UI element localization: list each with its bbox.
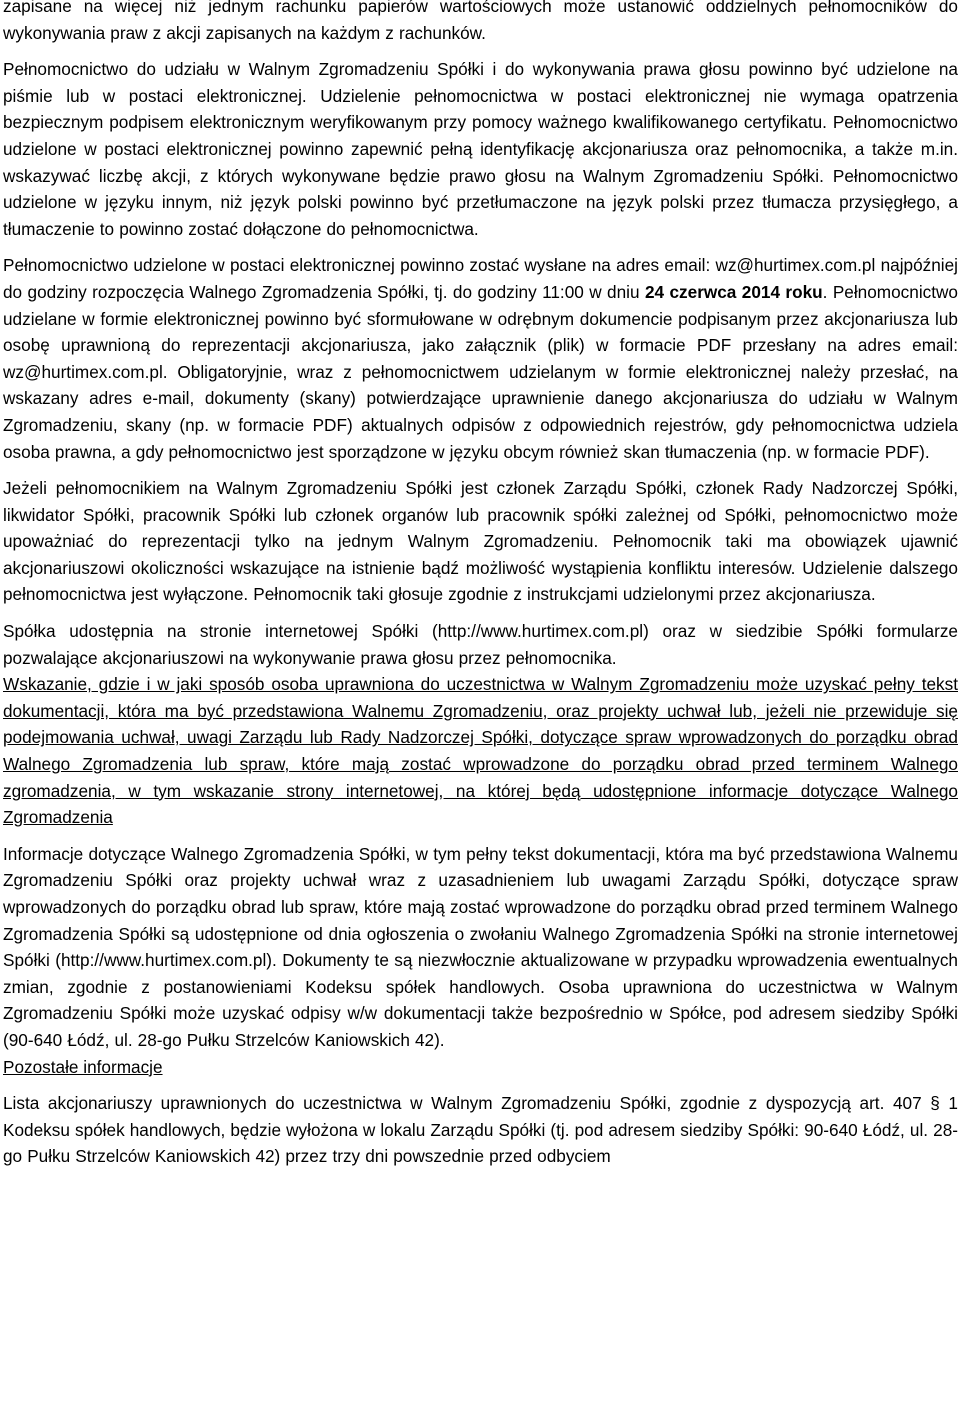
paragraph-electronic-proxy-text-2: . Pełnomocnictwo udzielane w formie elektronicznej powinno być sformułowane w odrębnym dokumencie podpisanym przez akcjonariusza lub osobę uprawnioną do reprezentacji akcjonariusza, jako załącznik (plik) w formacie PDF przesłany na adres email: wz@hurtimex.com.pl. Obligatoryjnie, wraz z pełnomocnictwem udzielanym w formie elektronicznej należy przesłać, na wskazany adres e-mail, dokumenty (skany) potwierdzające uprawnienie danego akcjonariusza do udziału w Walnym Zgromadzeniu, skany (np. w formacie PDF) aktualnych odpisów z odpowiednich rejestrów, gdy pełnomocnictwa udziela osoba prawna, a gdy pełnomocnictwo jest sporządzone w języku obcym również skan tłumaczenia (np. w formacie PDF).: [3, 281, 958, 462]
paragraph-proxy-per-account: zapisane na więcej niż jednym rachunku papierów wartościowych może ustanowić oddzielnych pełnomocników do wykonywania praw z akcji zapisanych na każdym z rachunków.: [3, 0, 958, 43]
meeting-date: 24 czerwca 2014 roku: [644, 281, 823, 302]
paragraph-electronic-proxy: [3, 252, 958, 465]
document-page: [3, 0, 958, 1170]
paragraph-board-member-proxy: Jeżeli pełnomocnikiem na Walnym Zgromadzeniu Spółki jest członek Zarządu Spółki, członek Rady Nadzorczej Spółki, likwidator Spółki, pracownik Spółki lub członek organów lub pracownik spółki zależnej od Spółki, pełnomocnictwo może upoważniać do reprezentacji tylko na jednym Walnym Zgromadzeniu. Pełnomocnik taki ma obowiązek ujawnić akcjonariuszowi okoliczności wskazujące na istnienie bądź możliwość wystąpienia konfliktu interesów. Udzielenie dalszego pełnomocnictwa jest wyłączone. Pełnomocnik taki głosuje zgodnie z instrukcjami udzielonymi przez akcjonariusza.: [3, 478, 958, 605]
paragraph-proxy-forms: Spółka udostępnia na stronie internetowej Spółki (http://www.hurtimex.com.pl) oraz w siedzibie Spółki formularze pozwalające akcjonariuszowi na wykonywanie prawa głosu przez pełnomocnika.: [3, 621, 958, 668]
paragraph-electronic-proxy-text-1: Pełnomocnictwo udzielone w postaci elektronicznej powinno zostać wysłane na adres email: wz@hurtimex.com.pl najpóźniej do godziny rozpoczęcia Walnego Zgromadzenia Spółki, tj. do godziny 11:00 w dniu: [3, 255, 958, 302]
paragraph-shareholder-list: Lista akcjonariuszy uprawnionych do uczestnictwa w Walnym Zgromadzeniu Spółki, zgodnie z dyspozycją art. 407 § 1 Kodeksu spółek handlowych, będzie wyłożona w lokalu Zarządu Spółki (tj. pod adresem siedziby Spółki: 90-640 Łódź, ul. 28-go Pułku Strzelców Kaniowskich 42) przez trzy dni powszednie przed odbyciem: [3, 1093, 958, 1167]
paragraph-proxy-form: Pełnomocnictwo do udziału w Walnym Zgromadzeniu Spółki i do wykonywania prawa głosu powinno być udzielone na piśmie lub w postaci elektronicznej. Udzielenie pełnomocnictwa w postaci elektronicznej nie wymaga opatrzenia bezpiecznym podpisem elektronicznym weryfikowanym przy pomocy ważnego kwalifikowanego certyfikatu. Pełnomocnictwo udzielone w postaci elektronicznej powinno zapewnić pełną identyfikację akcjonariusza oraz pełnomocnika, a także m.in. wskazywać liczbę akcji, z których wykonywane będzie prawo głosu na Walnym Zgromadzeniu Spółki. Pełnomocnictwo udzielone w języku innym, niż język polski powinno być przetłumaczone na język polski przez tłumacza przysięgłego, a tłumaczenie to powinno zostać dołączone do pełnomocnictwa.: [3, 59, 958, 239]
section-heading-other-info: Pozostałe informacje: [3, 1056, 163, 1077]
paragraph-documentation-info: Informacje dotyczące Walnego Zgromadzenia Spółki, w tym pełny tekst dokumentacji, która ma być przedstawiona Walnemu Zgromadzeniu Spółki oraz projekty uchwał wraz z uzasadnieniem lub uwagami Zarządu Spółki, dotyczące spraw wprowadzonych do porządku obrad lub spraw, które mają zostać wprowadzone do porządku obrad przed terminem Walnego Zgromadzenia Spółki są udostępnione od dnia ogłoszenia o zwołaniu Walnego Zgromadzenia Spółki na stronie internetowej Spółki (http://www.hurtimex.com.pl). Dokumenty te są niezwłocznie aktualizowane w przypadku wprowadzenia ewentualnych zmian, zgodnie z postanowieniami Kodeksu spółek handlowych. Osoba uprawniona do uczestnictwa w Walnym Zgromadzeniu Spółki może uzyskać odpisy w/w dokumentacji także bezpośrednio w Spółce, pod adresem siedziby Spółki (90-640 Łódź, ul. 28-go Pułku Strzelców Kaniowskich 42).: [3, 843, 958, 1050]
section-heading-documentation: Wskazanie, gdzie i w jaki sposób osoba uprawniona do uczestnictwa w Walnym Zgromadzeniu może uzyskać pełny tekst dokumentacji, która ma być przedstawiona Walnemu Zgromadzeniu, oraz projekty uchwał lub, jeżeli nie przewiduje się podejmowania uchwał, uwagi Zarządu lub Rady Nadzorczej Spółki, dotyczące spraw wprowadzonych do porządku obrad Walnego Zgromadzenia lub spraw, które mają zostać wprowadzone do porządku obrad przed terminem Walnego zgromadzenia, w tym wskazanie strony internetowej, na której będą udostępnione informacje dotyczące Walnego Zgromadzenia: [3, 674, 958, 828]
